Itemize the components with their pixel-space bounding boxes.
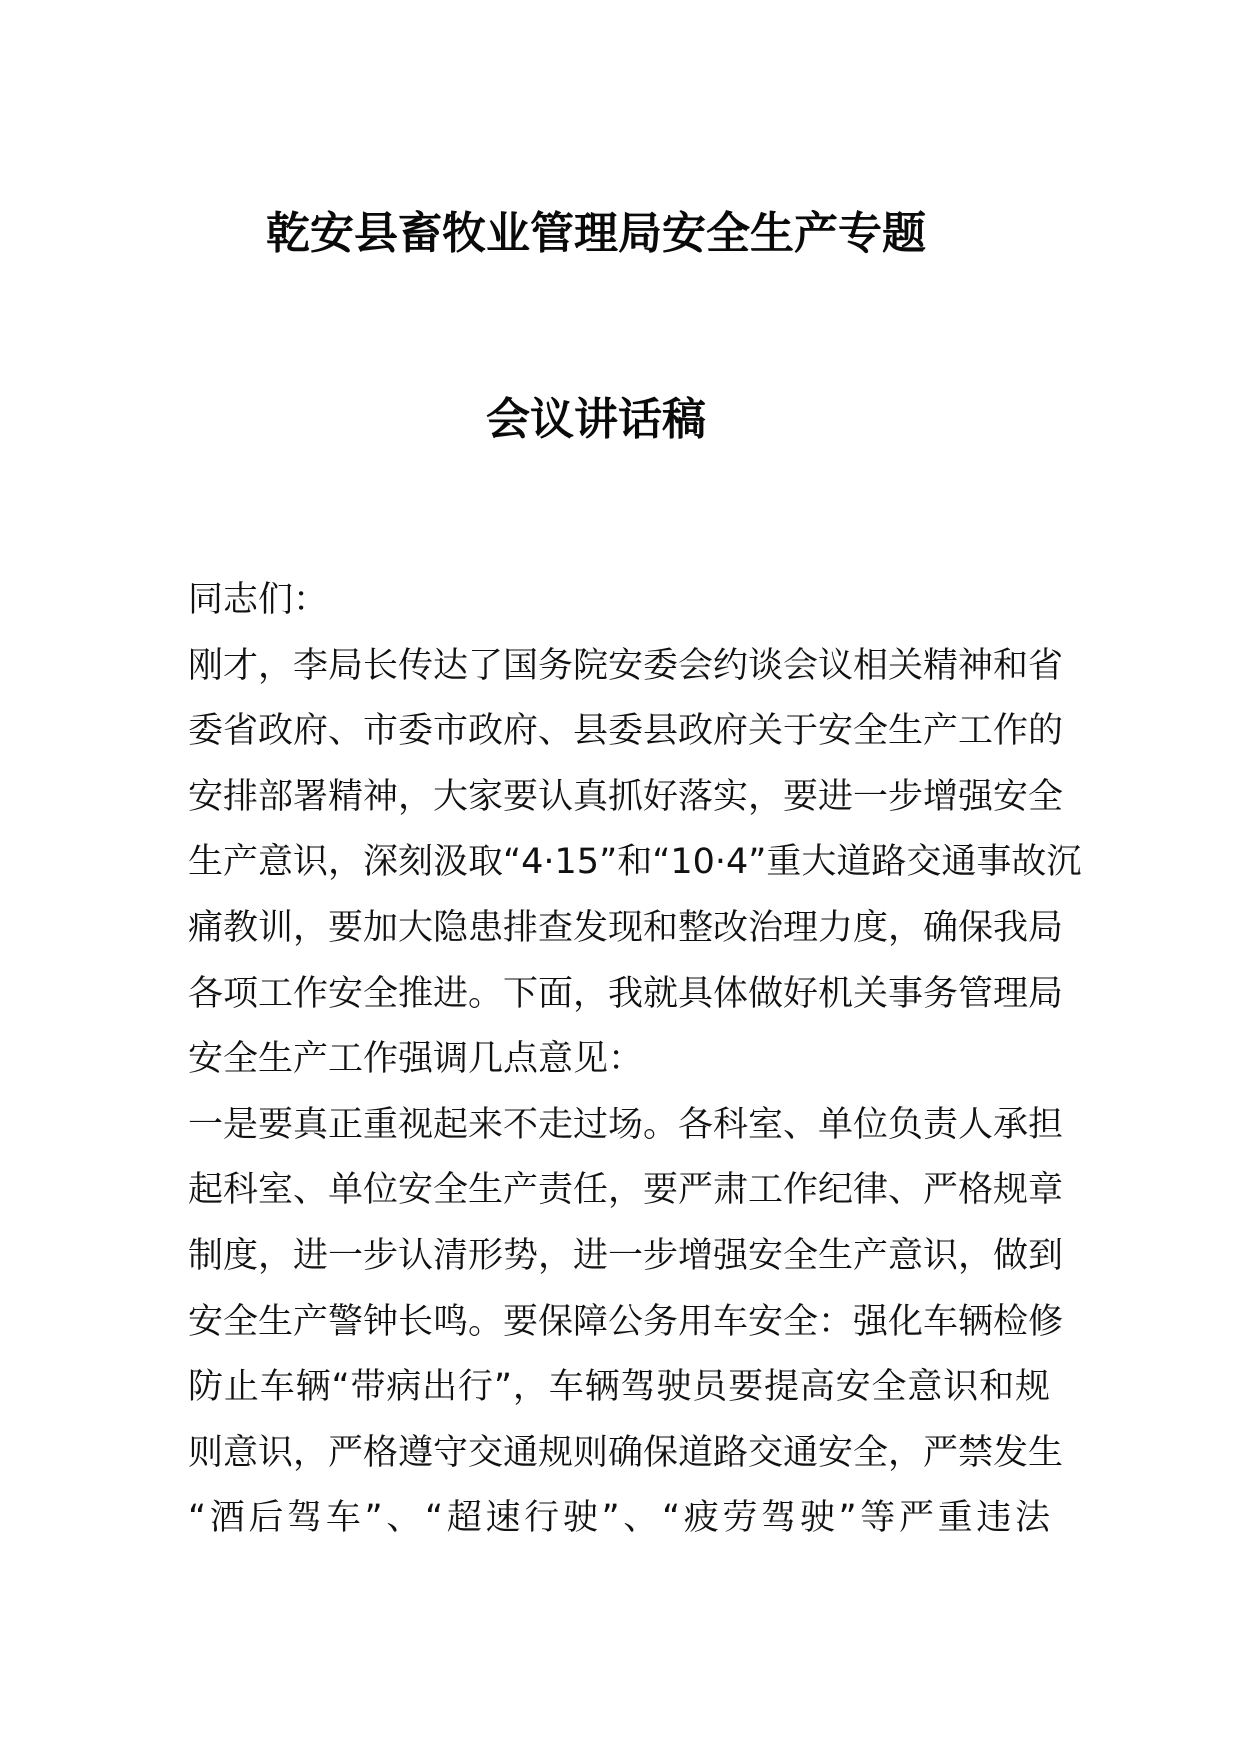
document-body	[188, 568, 1082, 1552]
body-line: 安排部署精神，大家要认真抓好落实，要进一步增强安全	[188, 776, 1064, 817]
body-line: 安全生产警钟长鸣。要保障公务用车安全：强化车辆检修	[188, 1301, 1064, 1342]
body-line: 各项工作安全推进。下面，我就具体做好机关事务管理局	[188, 973, 1064, 1014]
document-title-line-1: 乾安县畜牧业管理局安全生产专题	[266, 208, 926, 259]
body-line: 生产意识，深刻汲取“4·15”和“10·4”重大道路交通事故沉	[188, 842, 1082, 883]
body-line: 一是要真正重视起来不走过场。各科室、单位负责人承担	[188, 1104, 1064, 1145]
body-line: 刚才，李局长传达了国务院安委会约谈会议相关精神和省	[188, 645, 1064, 686]
body-line: 安全生产工作强调几点意见：	[188, 1039, 644, 1080]
body-line: 制度，进一步认清形势，进一步增强安全生产意识，做到	[188, 1235, 1064, 1276]
document-title-line-2: 会议讲话稿	[486, 394, 706, 445]
body-line: 则意识，严格遵守交通规则确保道路交通安全，严禁发生	[188, 1432, 1064, 1473]
salutation: 同志们：	[188, 580, 329, 620]
body-line: 起科室、单位安全生产责任，要严肃工作纪律、严格规章	[188, 1170, 1064, 1211]
body-line: 痛教训，要加大隐患排查发现和整改治理力度，确保我局	[188, 907, 1064, 948]
body-line: “酒后驾车”、“超速行驶”、“疲劳驾驶”等严重违法	[188, 1498, 1050, 1539]
body-line: 防止车辆“带病出行”，车辆驾驶员要提高安全意识和规	[188, 1367, 1050, 1408]
body-line: 委省政府、市委市政府、县委县政府关于安全生产工作的	[188, 711, 1064, 752]
